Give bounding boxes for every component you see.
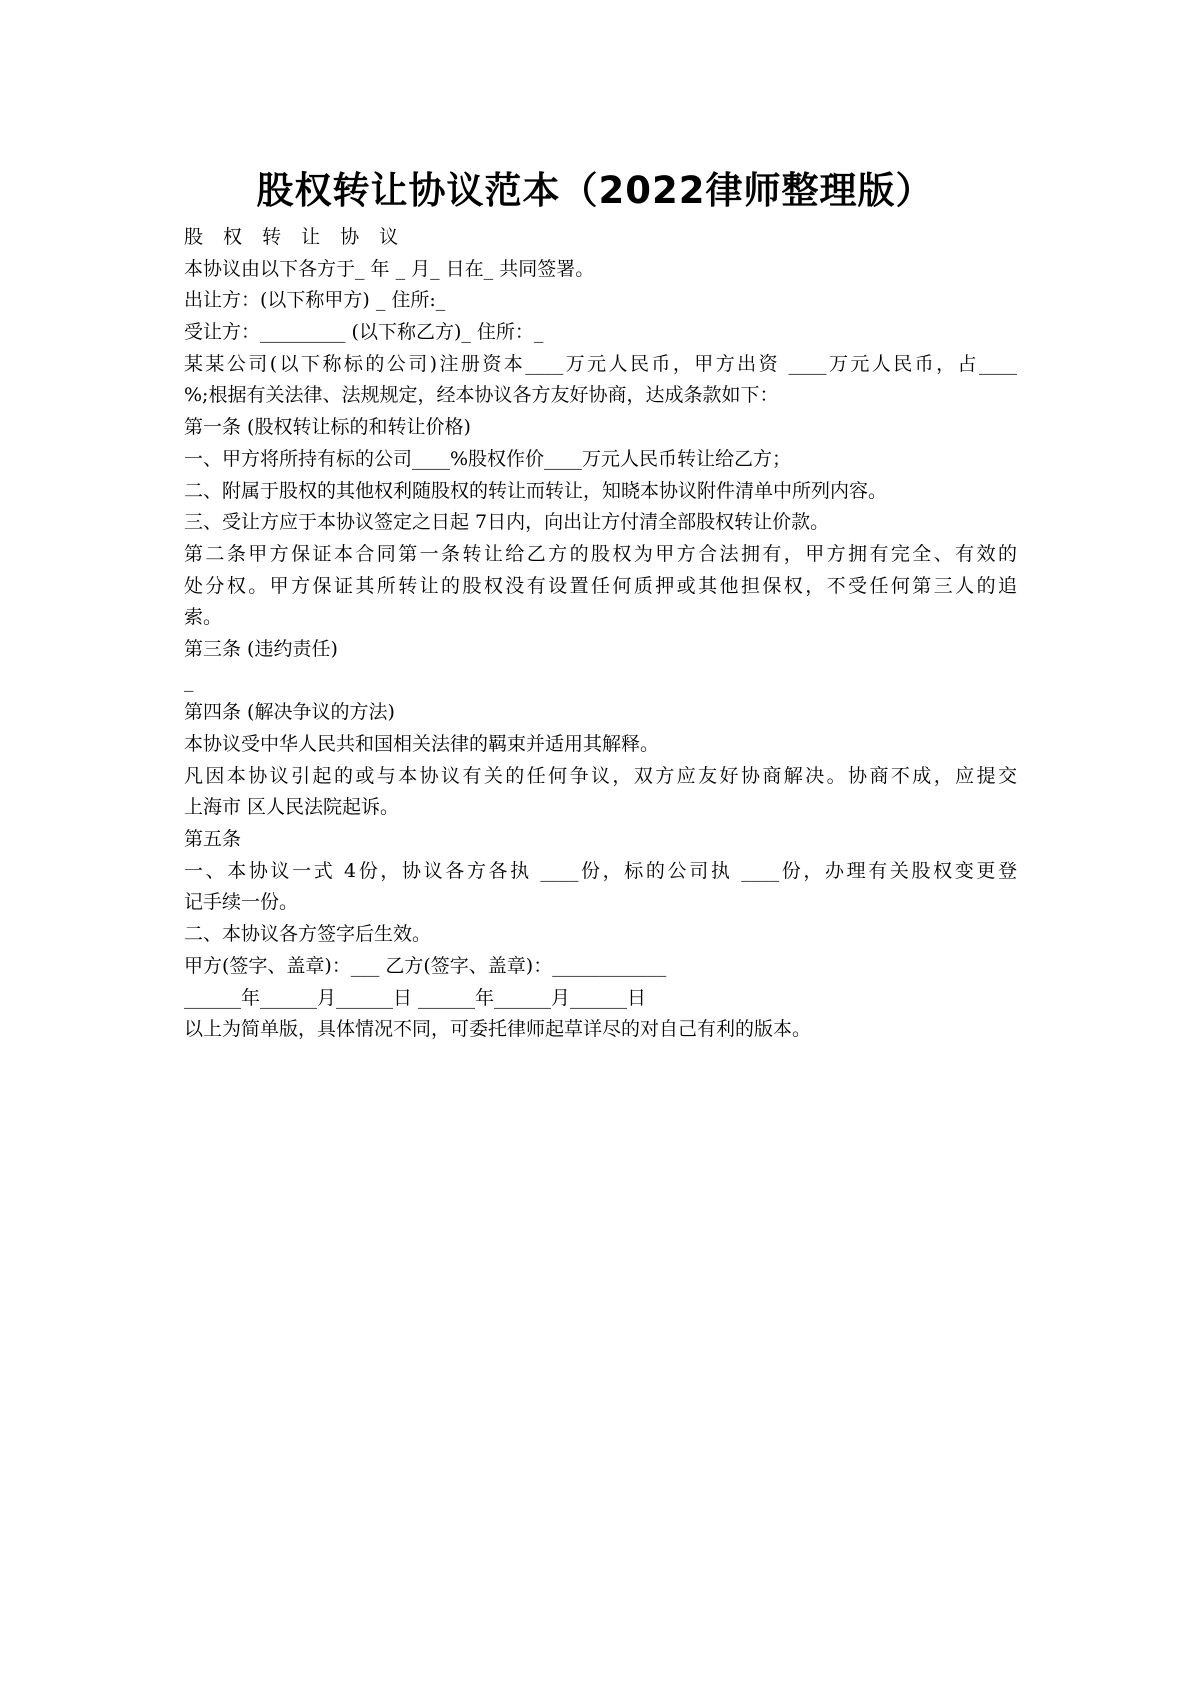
document-line: 二、本协议各方签字后生效。 [184, 923, 432, 946]
document-subtitle: 股 权 转 让 协 议 [184, 226, 406, 248]
document-line: 某某公司(以下称标的公司)注册资本____万元人民币，甲方出资 ____万元人民币，占____ [184, 352, 1017, 375]
document-line: 本协议由以下各方于_ 年 _ 月_ 日在_ 共同签署。 [184, 257, 595, 280]
document-body [184, 222, 1017, 1046]
document-line: 一、甲方将所持有标的公司____%股权作价____万元人民币转让给乙方； [184, 447, 792, 470]
document-line: 三、受让方应于本协议签定之日起 7日内，向出让方付清全部股权转让价款。 [184, 511, 830, 534]
document-line: 第四条 (解决争议的方法) [184, 701, 395, 724]
document-line: 凡因本协议引起的或与本协议有关的任何争议，双方应友好协商解决。协商不成，应提交 [184, 764, 1017, 787]
document-line: %;根据有关法律、法规规定，经本协议各方友好协商，达成条款如下： [184, 384, 779, 407]
document-line: 本协议受中华人民共和国相关法律的羁束并适用其解释。 [184, 733, 660, 755]
document-line: 一、本协议一式 4份，协议各方各执 ____份，标的公司执 ____份，办理有关股权变更登 [184, 859, 1017, 882]
document-line: 上海市 区人民法院起诉。 [184, 796, 400, 819]
document-line: 索。 [184, 606, 223, 629]
document-line: 受让方：_________ (以下称乙方)_ 住所：_ [184, 321, 544, 344]
document-line: _ [184, 669, 194, 692]
document-line: 第三条 (违约责任) [184, 637, 338, 660]
document-line: 以上为简单版，具体情况不同，可委托律师起草详尽的对自己有利的版本。 [184, 1018, 812, 1041]
document-line: 第一条 (股权转让标的和转让价格) [184, 416, 471, 439]
document-line: 甲方(签字、盖章)：___ 乙方(签字、盖章)：____________ [184, 954, 667, 977]
document-line: 出让方：(以下称甲方) _ 住所:_ [184, 289, 446, 312]
document-line: ______年______月______日 ______年______月______日 [184, 986, 647, 1009]
document-line: 处分权。甲方保证其所转让的股权没有设置任何质押或其他担保权，不受任何第三人的追 [184, 574, 1017, 597]
document-line: 记手续一份。 [184, 891, 299, 914]
document-line: 二、附属于股权的其他权利随股权的转让而转让，知晓本协议附件清单中所列内容。 [184, 479, 888, 502]
document-title: 股权转让协议范本（2022律师整理版） [256, 169, 934, 212]
document-line: 第二条甲方保证本合同第一条转让给乙方的股权为甲方合法拥有，甲方拥有完全、有效的 [184, 542, 1017, 565]
document-line: 第五条 [184, 828, 242, 851]
